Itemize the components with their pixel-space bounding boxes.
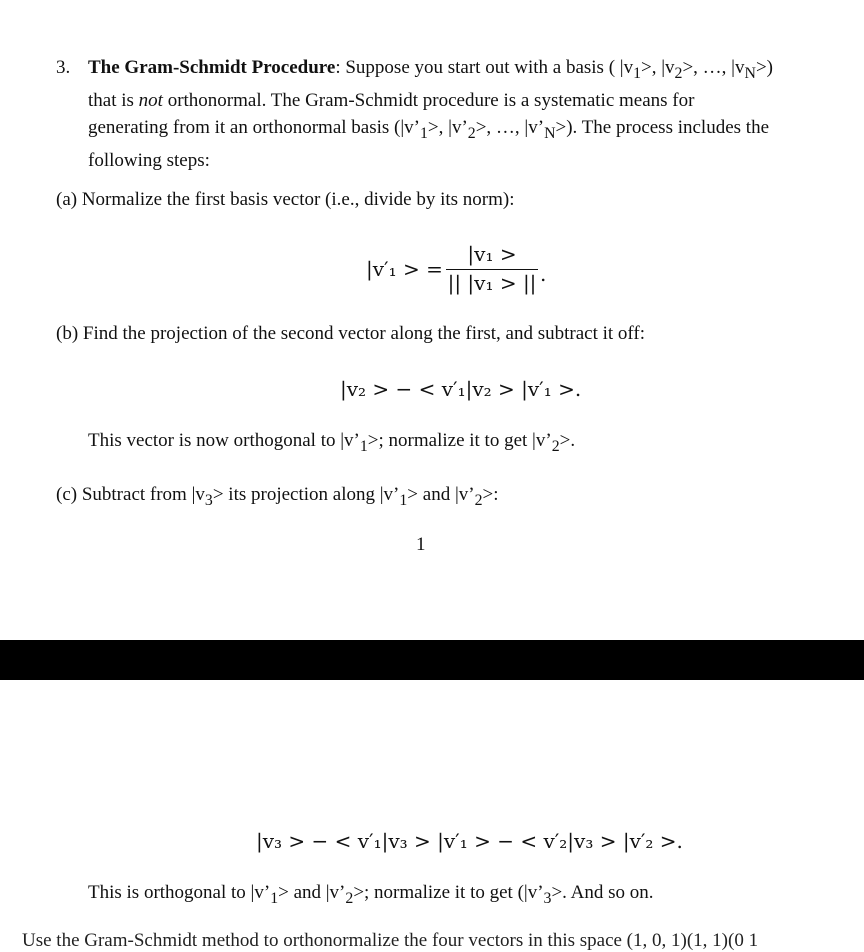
subscript: 3 [204,491,213,509]
eq-b: |v₂ > − < v′₁|v₂ > |v′₁ >. [340,377,582,401]
note-text: This is orthogonal to |v’ [88,882,271,903]
subscript: 3 [543,889,552,907]
line3-text: >). The process includes the [555,116,769,138]
subscript: 1 [633,64,642,82]
line3-text: >, |v’ [427,116,468,138]
intro-text: >) [755,57,773,78]
line2-text: that is [88,89,139,111]
note-text: This vector is now orthogonal to |v’ [88,430,360,451]
subscript: 1 [399,491,408,509]
subscript: 2 [674,64,683,82]
label-text: > its projection along |v’ [212,484,400,505]
subscript: 1 [359,437,368,455]
intro-text: >, …, |v [682,57,745,78]
emphasis: not [138,89,163,111]
label-text: >: [482,484,499,505]
label-text: > and |v’ [407,484,475,505]
subscript: 2 [345,889,354,907]
subscript: N [544,124,556,142]
problem-intro [88,54,828,174]
step-c-note [88,882,654,908]
subscript: 1 [270,889,279,907]
subscript: 2 [474,491,483,509]
step-c-label [56,484,499,510]
eq-a-denominator: || |v₁ > || [447,271,537,295]
step-b-label: (b) Find the projection of the second vector along the first, and subtract it off: [56,323,646,344]
page-break-bar [0,640,864,680]
note-text: > and |v’ [278,882,346,903]
problem-title: The Gram-Schmidt Procedure [88,57,336,78]
note-text: >. And so on. [551,882,654,903]
line3-text: >, …, |v’ [475,116,545,138]
subscript: 1 [420,124,428,142]
cutoff-text: Use the Gram-Schmidt method to orthonormalize the four vectors in this space (1, 0, 1)(1, 1)(0 1 [22,930,759,951]
subscript: 2 [551,437,560,455]
line3-text: generating from it an orthonormal basis (|v’ [88,116,420,138]
note-text: >; normalize it to get |v’ [367,430,552,451]
line2-text: orthonormal. The Gram-Schmidt procedure is a systematic means for [162,89,695,111]
eq-a-numerator: |v₁ > [467,242,517,266]
subscript: N [744,64,756,82]
note-text: >; normalize it to get (|v’ [353,882,544,903]
eq-a-end: . [540,262,547,286]
intro-text: >, |v [641,57,675,78]
note-text: >. [559,430,576,451]
eq-c: |v₃ > − < v′₁|v₃ > |v′₁ > − < v′₂|v₃ > |v′₂ >. [256,829,683,853]
step-b-note [88,430,575,456]
problem-number: 3. [56,57,71,78]
line4-text: following steps: [88,149,210,171]
intro-text: : Suppose you start out with a basis ( |v [335,57,634,78]
subscript: 2 [467,124,476,142]
eq-a-lhs: |v′₁ > = [366,257,443,281]
label-text: (c) Subtract from |v [56,484,205,505]
page-number: 1 [416,534,426,555]
step-a-label: (a) Normalize the first basis vector (i.e., divide by its norm): [56,189,515,210]
